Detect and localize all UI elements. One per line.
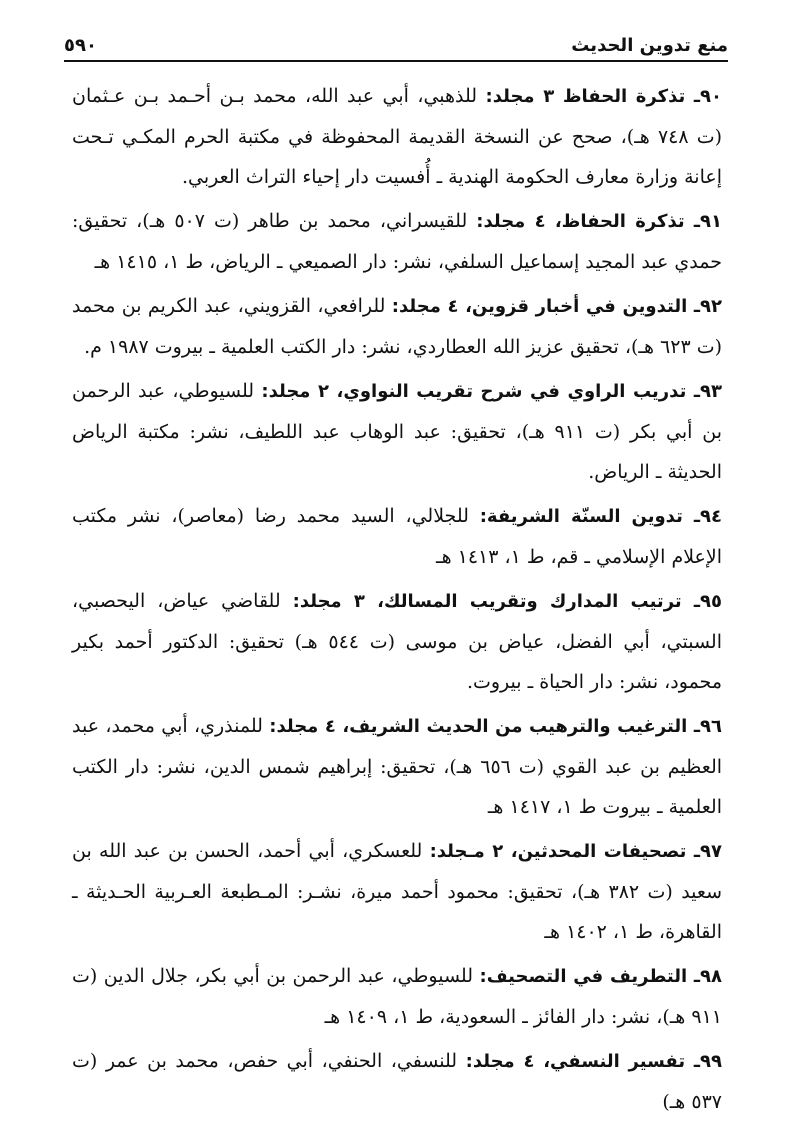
- entry-details: للسيوطي، عبد الرحمن بن أبي بكر (ت ٩١١ هـ)، تحقيق: عبد الوهاب عبد اللطيف، نشر: مكتبة الرياض الحديثة ـ الرياض.: [72, 380, 722, 483]
- bibliography-entry-92: [72, 286, 722, 367]
- entry-details: للنسفي، الحنفي، أبي حفص، محمد بن عمر (ت ٥٣٧ هـ): [72, 1050, 722, 1113]
- page-header: [64, 30, 728, 62]
- entry-title: ٩٢ـ التدوين في أخبار قزوين، ٤ مجلد:: [391, 296, 722, 317]
- entry-details: للقاضي عياض، اليحصبي، السبتي، أبي الفضل، عياض بن موسى (ت ٥٤٤ هـ) تحقيق: الدكتور أحمد بكير محمود، نشر: دار الحياة ـ بيروت.: [72, 590, 722, 693]
- entry-title: ٩٩ـ تفسير النسفي، ٤ مجلد:: [465, 1051, 723, 1072]
- bibliography-entry-94: [72, 496, 722, 577]
- bibliography-list: [72, 76, 722, 1126]
- entry-details: للمنذري، أبي محمد، عبد العظيم بن عبد القوي (ت ٦٥٦ هـ)، تحقيق: إبراهيم شمس الدين، نشر: دار الكتب العلمية ـ بيروت ط ١، ١٤١٧ هـ: [72, 715, 723, 818]
- entry-title: ٩٨ـ التطريف في التصحيف:: [479, 966, 723, 987]
- bibliography-entry-97: [72, 831, 722, 952]
- entry-title: ٩٣ـ تدريب الراوي في شرح تقريب النواوي، ٢ مجلد:: [261, 381, 722, 402]
- entry-details: للرافعي، القزويني، عبد الكريم بن محمد (ت ٦٢٣ هـ)، تحقيق عزيز الله العطاردي، نشر: دار الكتب العلمية ـ بيروت ١٩٨٧ م.: [72, 295, 722, 358]
- running-title: منع تدوين الحديث: [571, 35, 728, 56]
- entry-details: للجلالي، السيد محمد رضا (معاصر)، نشر مكتب الإعلام الإسلامي ـ قم، ط ١، ١٤١٣ هـ: [72, 505, 722, 568]
- entry-title: ٩٧ـ تصحيفات المحدثين، ٢ مـجلد:: [429, 841, 722, 862]
- entry-details: للقيسراني، محمد بن طاهر (ت ٥٠٧ هـ)، تحقيق: حمدي عبد المجيد إسماعيل السلفي، نشر: دار الصميعي ـ الرياض، ط ١، ١٤١٥ هـ: [72, 210, 722, 273]
- page-number: ٥٩٠: [64, 35, 97, 56]
- entry-title: ٩١ـ تذكرة الحفاظ، ٤ مجلد:: [476, 211, 723, 232]
- bibliography-entry-96: [72, 706, 722, 827]
- entry-details: للسيوطي، عبد الرحمن بن أبي بكر، جلال الدين (ت ٩١١ هـ)، نشر: دار الفائز ـ السعودية، ط ١، ١٤٠٩ هـ: [72, 965, 722, 1028]
- entry-title: ٩٥ـ ترتيب المدارك وتقريب المسالك، ٣ مجلد:: [292, 591, 722, 612]
- bibliography-entry-93: [72, 371, 722, 492]
- bibliography-entry-90: [72, 76, 722, 197]
- entry-details: للذهبي، أبي عبد الله، محمد بـن أحـمد بـن عـثمان (ت ٧٤٨ هـ)، صحح عن النسخة القديمة المحفوظة في مكتبة الحرم المكـي تـحت إعانة وزارة معارف الحكومة الهندية ـ أُفسيت دار إحياء التراث العربي.: [72, 85, 722, 188]
- entry-details: للعسكري، أبي أحمد، الحسن بن عبد الله بن سعيد (ت ٣٨٢ هـ)، تحقيق: محمود أحمد ميرة، نشـر: المـطبعة العـربية الحـديثة ـ القاهرة، ط ١، ١٤٠٢ هـ: [72, 840, 722, 943]
- entry-title: ٩٦ـ الترغيب والترهيب من الحديث الشريف، ٤ مجلد:: [269, 716, 722, 737]
- bibliography-entry-99: [72, 1041, 722, 1122]
- entry-title: ٩٤ـ تدوين السنّة الشريفة:: [479, 506, 722, 527]
- bibliography-entry-95: [72, 581, 722, 702]
- bibliography-entry-98: [72, 956, 722, 1037]
- bibliography-entry-91: [72, 201, 722, 282]
- entry-title: ٩٠ـ تذكرة الحفاظ ٣ مجلد:: [485, 86, 722, 107]
